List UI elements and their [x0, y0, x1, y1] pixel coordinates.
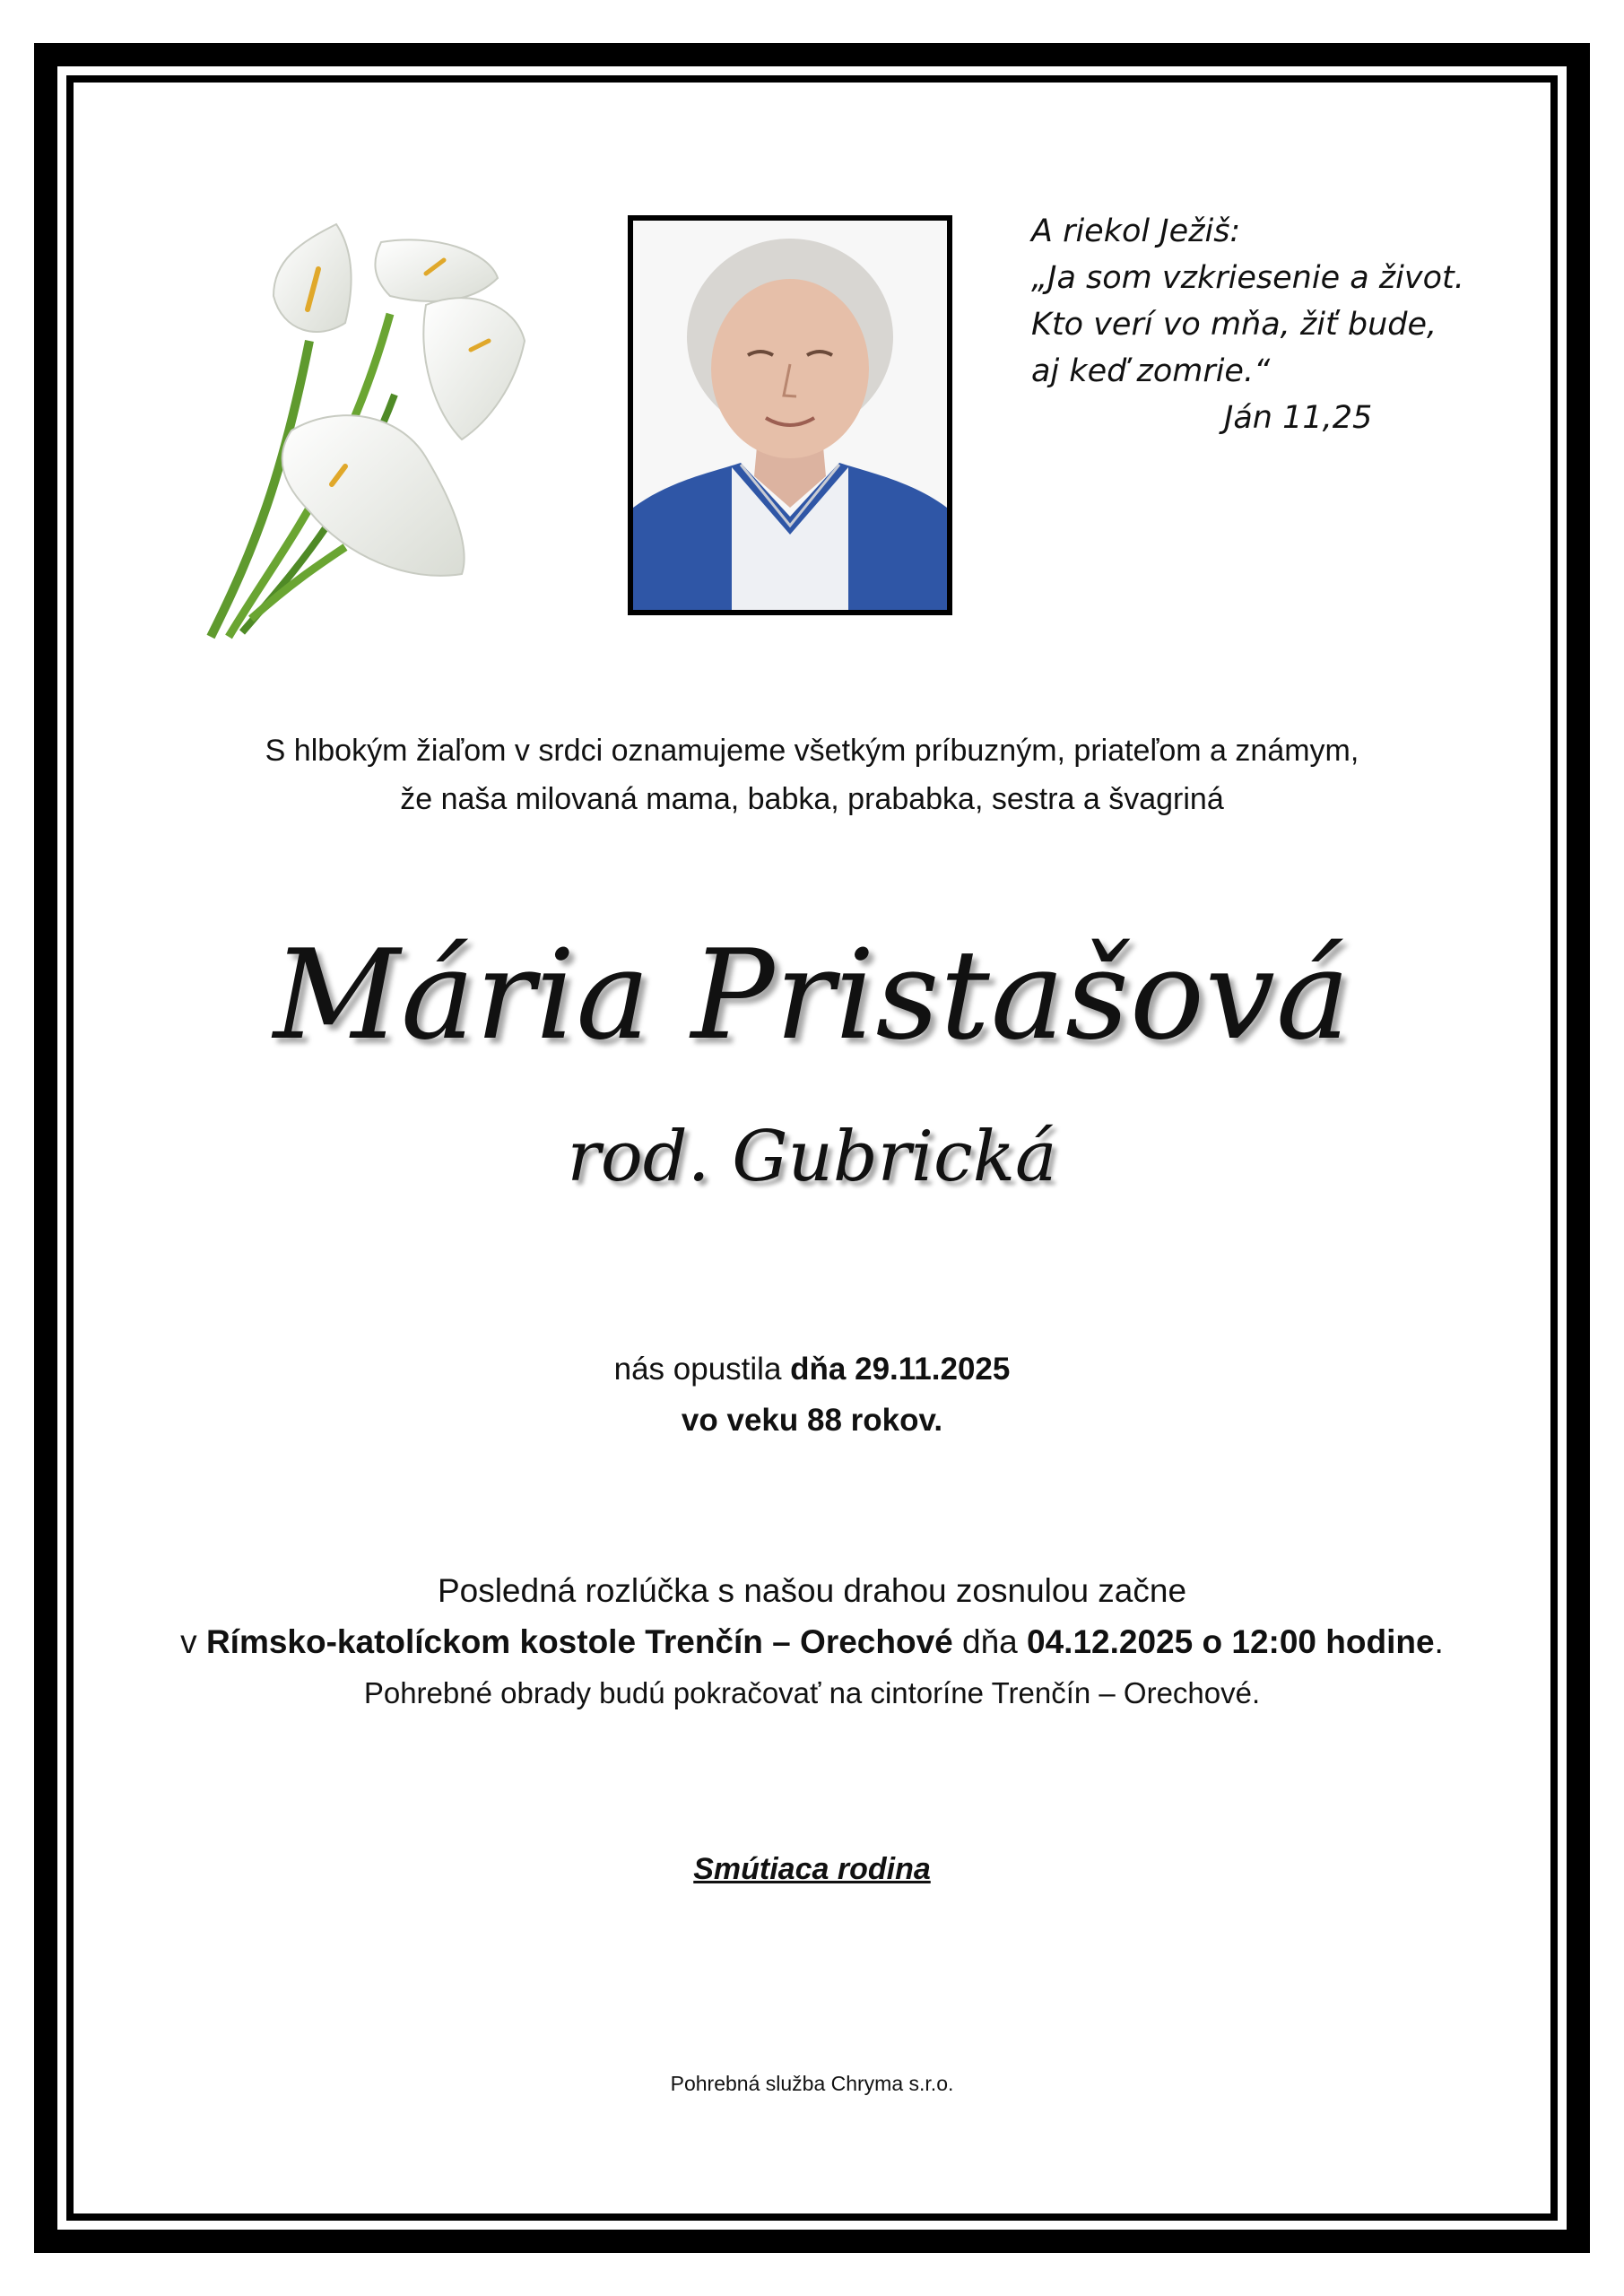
death-age: vo veku 88 rokov. — [681, 1403, 943, 1438]
signature: Smútiaca rodina — [693, 1852, 931, 1886]
announcement-line: S hlbokým žiaľom v srdci oznamujeme všetkým príbuzným, priateľom a známym, — [265, 734, 1359, 768]
bible-verse — [1031, 208, 1498, 441]
death-age-line — [0, 1395, 1624, 1446]
verse-line: „Ja som vzkriesenie a život. — [1031, 260, 1464, 296]
verse-line: A riekol Ježiš: — [1031, 213, 1241, 249]
calla-lily-icon — [202, 206, 578, 655]
ceremony-datetime: 04.12.2025 o 12:00 hodine — [1027, 1623, 1435, 1660]
ceremony-mid: dňa — [952, 1623, 1028, 1660]
death-details — [0, 1344, 1624, 1446]
frame-bottom-outer — [106, 2230, 1518, 2253]
death-date-line — [0, 1344, 1624, 1395]
maiden-name: rod. Gubrická — [567, 1117, 1057, 1197]
corner-ornament-top-left — [34, 43, 124, 133]
portrait-photo — [628, 215, 952, 615]
funeral-ceremony — [0, 1565, 1624, 1718]
ceremony-prefix: v — [180, 1623, 206, 1660]
corner-ornament-bottom-right — [1500, 2163, 1590, 2253]
frame-bottom-inner — [106, 2213, 1518, 2221]
deceased-name: Mária Pristašová — [273, 923, 1351, 1067]
corner-ornament-bottom-left — [34, 2163, 124, 2253]
frame-top-inner — [106, 75, 1518, 83]
portrait-illustration — [633, 221, 947, 610]
verse-reference: Ján 11,25 — [1224, 400, 1373, 436]
footer-company: Pohrebná služba Chryma s.r.o. — [670, 2072, 954, 2095]
death-date: dňa 29.11.2025 — [790, 1352, 1011, 1387]
announcement — [0, 726, 1624, 823]
ceremony-place: Rímsko-katolíckom kostole Trenčín – Orechové — [205, 1623, 953, 1660]
death-prefix: nás opustila — [613, 1352, 791, 1387]
ceremony-line: Posledná rozlúčka s našou drahou zosnulou začne — [437, 1572, 1187, 1609]
announcement-line: že naša milovaná mama, babka, prababka, sestra a švagriná — [400, 782, 1224, 816]
verse-line: aj keď zomrie.“ — [1031, 353, 1271, 389]
ceremony-line — [0, 1616, 1624, 1667]
ceremony-suffix: . — [1434, 1623, 1444, 1660]
corner-ornament-top-right — [1500, 43, 1590, 133]
frame-top-outer — [106, 43, 1518, 66]
ceremony-line: Pohrebné obrady budú pokračovať na cintoríne Trenčín – Orechové. — [363, 1676, 1261, 1709]
verse-line: Kto verí vo mňa, žiť bude, — [1031, 307, 1437, 343]
